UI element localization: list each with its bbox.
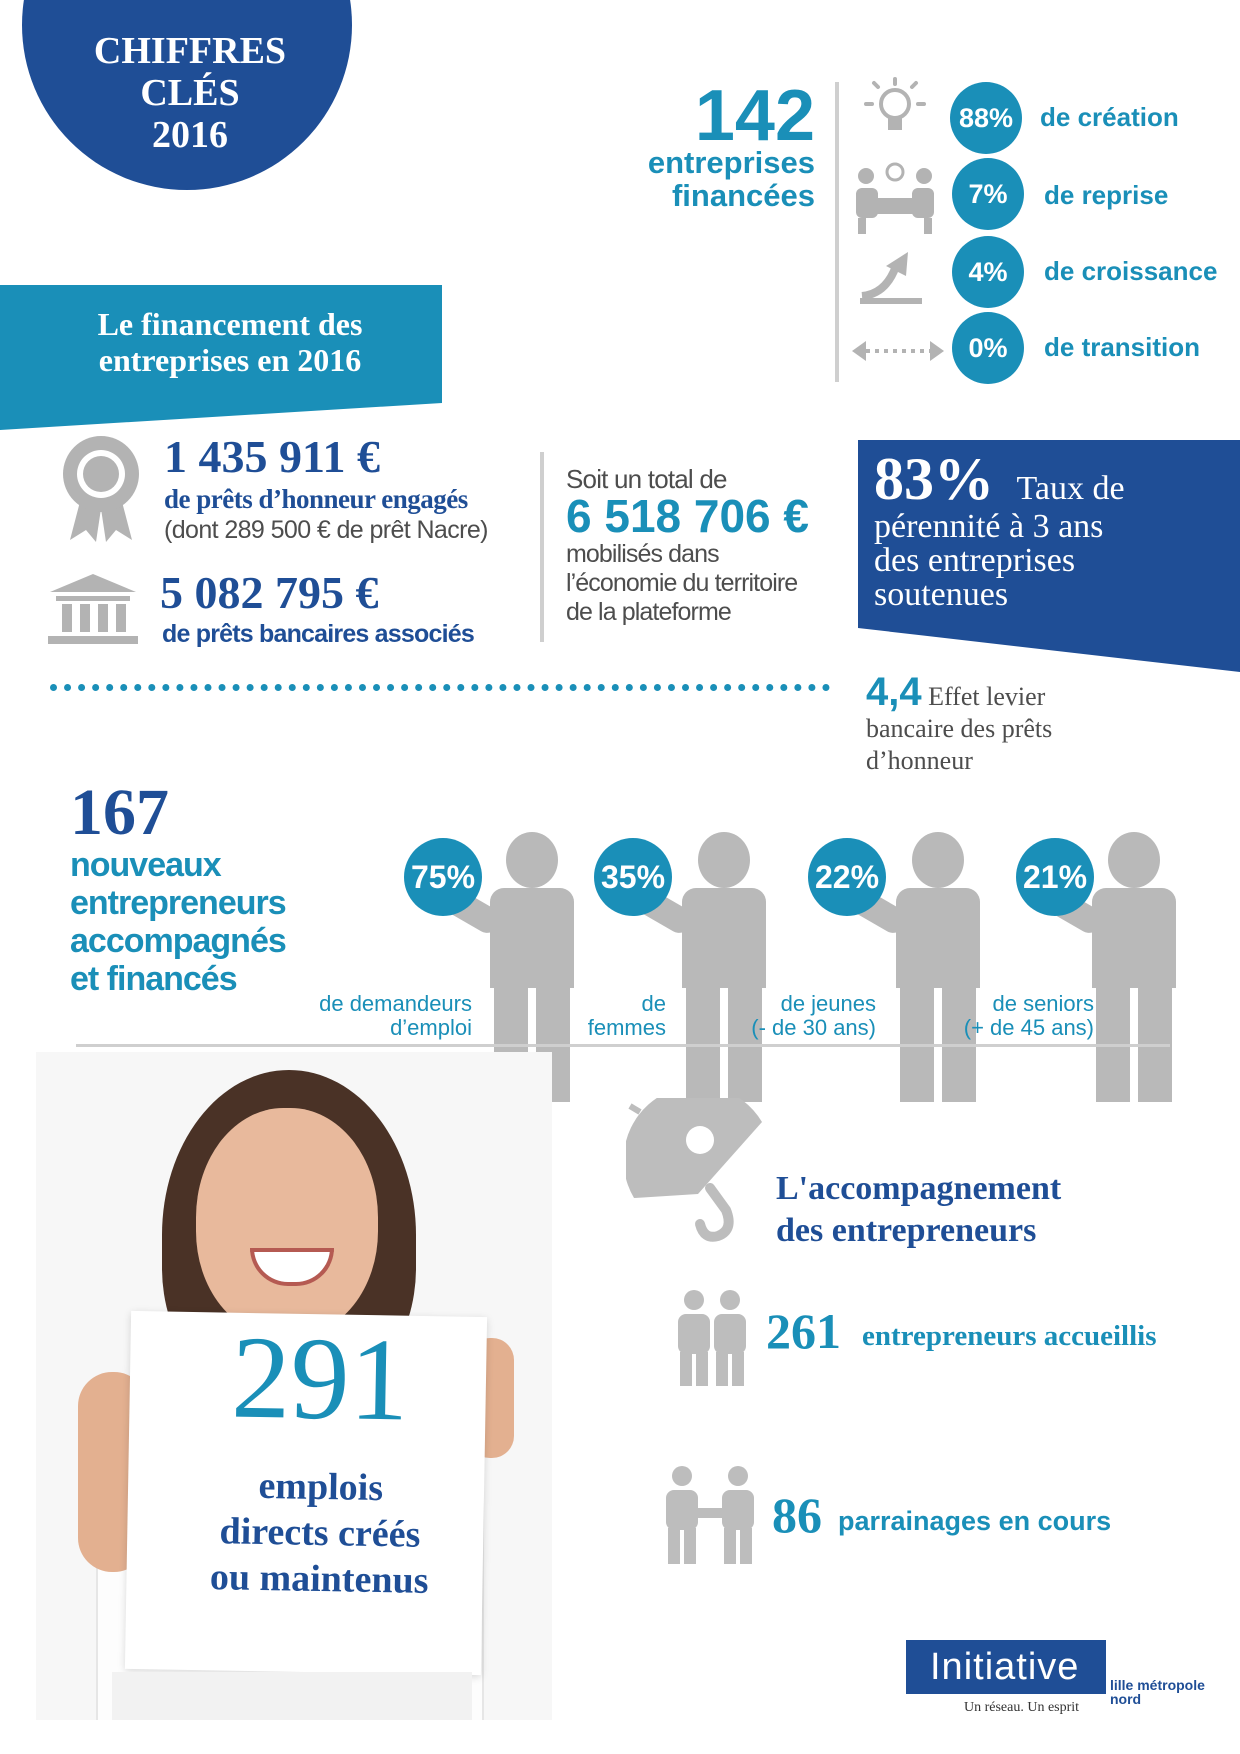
seniors-pct-badge: 21% [1016, 838, 1094, 916]
companies-number: 142 [694, 76, 815, 156]
leverage-label-start: Effet levier [928, 682, 1046, 711]
honor-loans-note: (dont 289 500 € de prêt Nacre) [164, 516, 488, 544]
seniors-label [930, 992, 1094, 1040]
title-line-3: 2016 [152, 114, 228, 156]
seniors-line-1: de seniors [992, 991, 1094, 1016]
growth-pct-badge: 4% [952, 236, 1024, 308]
job-seekers-label [250, 992, 472, 1040]
photo-face [196, 1108, 378, 1336]
job-seekers-line-2: d’emploi [390, 1015, 472, 1040]
entrepreneurs-number: 167 [70, 776, 169, 849]
entrepreneurs-line-2: entrepreneurs [70, 884, 286, 922]
creation-pct-badge: 88% [950, 82, 1022, 154]
logo-tagline: Un réseau. Un esprit [964, 1700, 1080, 1715]
women-line-2: femmes [587, 1015, 666, 1040]
takeover-label: de reprise [1044, 180, 1169, 210]
leverage-line-2: bancaire des prêts [866, 714, 1053, 743]
vertical-divider [835, 82, 839, 382]
companies-label [560, 146, 815, 212]
companies-label-line-1: entreprises [647, 145, 815, 180]
honor-loans-label: de prêts d’honneur engagés [164, 484, 468, 514]
jobs-line-1: emplois [258, 1464, 384, 1510]
total-amount: 6 518 706 € [566, 490, 810, 542]
youth-line-2: (- de 30 ans) [751, 1015, 876, 1040]
welcomed-people-icon [670, 1288, 754, 1388]
survival-line-2: pérennité à 3 ans [874, 508, 1104, 545]
leverage-block [866, 670, 1196, 777]
transition-label: de transition [1044, 332, 1201, 362]
total-line-2: l’économie du territoire [566, 569, 798, 597]
survival-line-1 [874, 448, 1234, 510]
mentoring-handshake-icon [660, 1464, 760, 1566]
women-line-1: de [641, 991, 666, 1016]
baseline-divider [76, 1044, 1170, 1047]
logo-region [1110, 1678, 1205, 1706]
survival-label-start: Taux de [1016, 470, 1125, 507]
mentoring-number: 86 [772, 1487, 822, 1543]
medal-icon [56, 432, 146, 544]
support-title-line-2: des entrepreneurs [776, 1212, 1037, 1249]
welcomed-number: 261 [766, 1303, 841, 1359]
bank-icon [46, 574, 140, 646]
photo-trousers [112, 1672, 472, 1720]
takeover-icon [852, 158, 938, 236]
entrepreneurs-line-3: accompagnés [70, 922, 286, 960]
leverage-line-3: d’honneur [866, 746, 973, 775]
jobs-line-2: directs créés [219, 1510, 421, 1556]
leverage-value: 4,4 [866, 670, 922, 714]
bank-loans-label: de prêts bancaires associés [162, 620, 474, 648]
entrepreneurs-line-4: et financés [70, 960, 237, 998]
bank-loans-amount: 5 082 795 € [160, 567, 379, 618]
companies-label-line-2: financées [671, 178, 815, 213]
logo-region-line-2: nord [1110, 1691, 1142, 1707]
logo-region-line-1: lille métropole [1110, 1677, 1205, 1693]
job-seekers-pct-badge: 75% [404, 838, 482, 916]
job-seekers-line-1: de demandeurs [319, 991, 472, 1016]
entrepreneurs-label [70, 846, 286, 998]
honor-loans-amount: 1 435 911 € [164, 431, 380, 482]
financing-title [40, 306, 420, 378]
total-description [566, 540, 797, 627]
page-title [60, 30, 320, 156]
support-title [776, 1168, 1061, 1252]
survival-pct: 83% [874, 446, 994, 512]
leverage-line-1 [866, 670, 1196, 714]
entrepreneurs-line-1: nouveaux [70, 846, 221, 884]
growth-arrow-icon [856, 246, 928, 306]
youth-label [700, 992, 876, 1040]
total-intro: Soit un total de [566, 464, 727, 494]
youth-line-1: de jeunes [780, 991, 876, 1016]
survival-line-3: des entreprises [874, 542, 1076, 579]
takeover-pct-badge: 7% [952, 158, 1024, 230]
jobs-number: 291 [230, 1311, 410, 1446]
logo-name: Initiative [930, 1646, 1080, 1688]
total-line-3: de la plateforme [566, 598, 731, 626]
jobs-line-3: ou maintenus [209, 1556, 429, 1602]
seniors-line-2: (+ de 45 ans) [963, 1015, 1094, 1040]
support-title-line-1: L'accompagnement [776, 1170, 1062, 1207]
women-label [540, 992, 666, 1040]
financing-title-line-1: Le financement des [97, 306, 363, 342]
women-pct-badge: 35% [594, 838, 672, 916]
transition-arrow-icon [850, 336, 946, 366]
dotted-separator [50, 684, 830, 691]
youth-pct-badge: 22% [808, 838, 886, 916]
total-line-1: mobilisés dans [566, 540, 719, 568]
title-line-2: CLÉS [140, 72, 240, 114]
survival-line-4: soutenues [874, 576, 1009, 613]
lightbulb-icon [862, 76, 928, 142]
survival-text [874, 448, 1234, 612]
growth-label: de croissance [1044, 256, 1218, 286]
title-line-1: CHIFFRES [93, 30, 287, 72]
financing-divider [540, 452, 544, 642]
financing-title-line-2: entreprises en 2016 [98, 342, 362, 378]
mentoring-label: parrainages en cours [838, 1506, 1112, 1536]
creation-label: de création [1040, 102, 1179, 132]
jobs-label [149, 1461, 491, 1605]
welcomed-label: entrepreneurs accueillis [862, 1320, 1157, 1352]
transition-pct-badge: 0% [952, 312, 1024, 384]
umbrella-icon [626, 1098, 786, 1256]
